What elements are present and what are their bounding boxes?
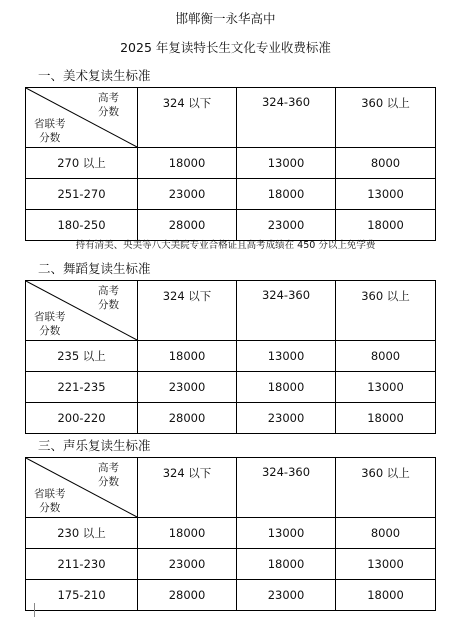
score-range-cell: 270 以上 bbox=[26, 148, 138, 179]
score-range-cell: 180-250 bbox=[26, 210, 138, 241]
school-title: 邯郸衡一永华高中 bbox=[175, 11, 276, 26]
document-title: 2025 年复读特长生文化专业收费标准 bbox=[120, 40, 331, 55]
fee-cell: 13000 bbox=[336, 372, 436, 403]
fee-cell: 23000 bbox=[237, 210, 336, 241]
fee-cell: 18000 bbox=[336, 580, 436, 611]
table-row bbox=[26, 518, 436, 549]
fee-cell: 8000 bbox=[336, 341, 436, 372]
table-row bbox=[26, 179, 436, 210]
score-range-cell: 230 以上 bbox=[26, 518, 138, 549]
corner-label-lianka: 省联考 分数 bbox=[34, 311, 66, 337]
fee-table-art bbox=[25, 87, 436, 241]
score-range-cell: 251-270 bbox=[26, 179, 138, 210]
column-header: 324-360 bbox=[237, 88, 336, 148]
fee-cell: 23000 bbox=[138, 372, 237, 403]
column-header: 360 以上 bbox=[336, 88, 436, 148]
fee-cell: 18000 bbox=[138, 341, 237, 372]
fee-cell: 23000 bbox=[138, 179, 237, 210]
table-row bbox=[26, 549, 436, 580]
score-range-cell: 235 以上 bbox=[26, 341, 138, 372]
column-header: 324-360 bbox=[237, 281, 336, 341]
fee-cell: 18000 bbox=[237, 179, 336, 210]
fee-table-dance bbox=[25, 280, 436, 434]
score-range-cell: 175-210 bbox=[26, 580, 138, 611]
table-row bbox=[26, 403, 436, 434]
fee-cell: 13000 bbox=[237, 518, 336, 549]
corner-label-lianka: 省联考 分数 bbox=[34, 488, 66, 514]
corner-label-gaokao: 高考 分数 bbox=[98, 462, 119, 488]
column-header: 324 以下 bbox=[138, 281, 237, 341]
fee-cell: 18000 bbox=[237, 549, 336, 580]
corner-label-lianka: 省联考 分数 bbox=[34, 118, 66, 144]
column-header: 324 以下 bbox=[138, 88, 237, 148]
table-row bbox=[26, 372, 436, 403]
table-corner-cell bbox=[26, 458, 138, 518]
fee-cell: 13000 bbox=[336, 549, 436, 580]
scholarship-note: 持有清美、央美等八大美院专业合格证且高考成绩在 450 分以上免学费 bbox=[75, 240, 376, 251]
table-row bbox=[26, 341, 436, 372]
fee-cell: 28000 bbox=[138, 580, 237, 611]
text-cursor-mark bbox=[34, 603, 35, 617]
fee-cell: 13000 bbox=[336, 179, 436, 210]
section-heading-vocal: 三、声乐复读生标准 bbox=[38, 438, 151, 453]
table-row bbox=[26, 580, 436, 611]
corner-label-gaokao: 高考 分数 bbox=[98, 285, 119, 311]
fee-cell: 13000 bbox=[237, 341, 336, 372]
score-range-cell: 211-230 bbox=[26, 549, 138, 580]
fee-cell: 18000 bbox=[138, 148, 237, 179]
fee-cell: 23000 bbox=[237, 403, 336, 434]
fee-cell: 28000 bbox=[138, 210, 237, 241]
corner-label-gaokao: 高考 分数 bbox=[98, 92, 119, 118]
score-range-cell: 200-220 bbox=[26, 403, 138, 434]
section-heading-dance: 二、舞蹈复读生标准 bbox=[38, 261, 151, 276]
table-corner-cell bbox=[26, 88, 138, 148]
column-header: 360 以上 bbox=[336, 458, 436, 518]
section-heading-art: 一、美术复读生标准 bbox=[38, 68, 151, 83]
fee-cell: 18000 bbox=[138, 518, 237, 549]
score-range-cell: 221-235 bbox=[26, 372, 138, 403]
fee-cell: 28000 bbox=[138, 403, 237, 434]
fee-cell: 13000 bbox=[237, 148, 336, 179]
fee-cell: 8000 bbox=[336, 148, 436, 179]
table-row bbox=[26, 148, 436, 179]
fee-cell: 18000 bbox=[336, 210, 436, 241]
fee-cell: 23000 bbox=[138, 549, 237, 580]
column-header: 360 以上 bbox=[336, 281, 436, 341]
table-row bbox=[26, 210, 436, 241]
column-header: 324-360 bbox=[237, 458, 336, 518]
fee-cell: 18000 bbox=[237, 372, 336, 403]
fee-table-vocal bbox=[25, 457, 436, 611]
fee-cell: 8000 bbox=[336, 518, 436, 549]
fee-cell: 23000 bbox=[237, 580, 336, 611]
table-corner-cell bbox=[26, 281, 138, 341]
fee-cell: 18000 bbox=[336, 403, 436, 434]
column-header: 324 以下 bbox=[138, 458, 237, 518]
